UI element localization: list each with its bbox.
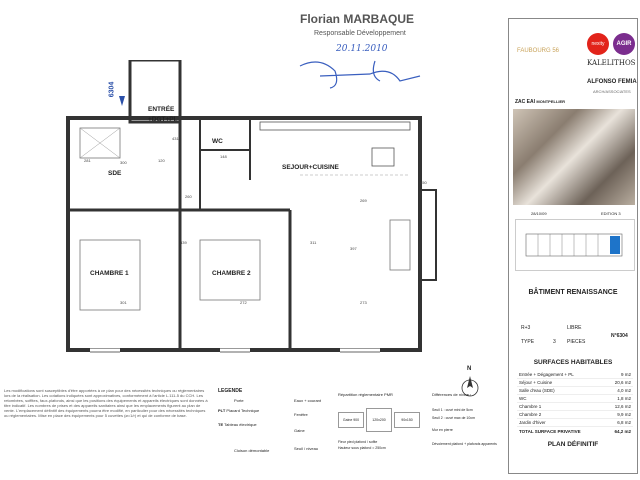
legend-label: Placard Technique <box>226 408 260 413</box>
surface-value: 20,6 m2 <box>614 380 631 385</box>
dimension-label: 339 <box>180 240 187 245</box>
levels-block <box>430 388 506 468</box>
zac-label <box>515 99 565 105</box>
surface-row <box>517 411 633 419</box>
pmr-sub2: Hauteur sous plafond = 250cm <box>338 446 386 450</box>
surface-label: WC <box>519 396 527 401</box>
legend-item <box>218 408 259 413</box>
architect-sub: ARCH/ASSOCIATES <box>593 89 631 94</box>
handwritten-date: 20.11.2010 <box>336 44 388 54</box>
legend-code: PLT <box>218 408 226 413</box>
surface-value: 1,8 m2 <box>617 396 631 401</box>
surface-row <box>517 371 633 379</box>
legend-title: LEGENDE <box>218 388 243 394</box>
levels-item: Dévoiement plafond + plafonds apparents <box>432 442 497 446</box>
status-cell: LIBRE <box>567 325 582 331</box>
agir-text: AGIR <box>616 41 632 47</box>
surface-value: 4,0 m2 <box>617 388 631 393</box>
type-label-cell: TYPE <box>521 339 535 345</box>
dimension-label: 272 <box>240 300 247 305</box>
legend-label: Gaine <box>294 428 305 433</box>
surface-row <box>517 419 633 427</box>
levels-item: Seuil 1 : cuvé mini de 5cm <box>432 408 473 412</box>
pmr-box: 120x200 <box>366 408 392 432</box>
legend-label: Cloison démontable <box>234 448 270 453</box>
surface-label: Entrée + Dégagement + PL <box>519 372 574 377</box>
developer-role: Responsable Développement <box>314 30 406 37</box>
room-label-wc: WC <box>212 138 223 145</box>
floor-plan-walls <box>60 60 450 360</box>
dimension-label: 260 <box>185 194 192 199</box>
legend-item <box>294 398 321 403</box>
room-label-sejour: SEJOUR+CUISINE <box>282 164 339 171</box>
room-label-sde: SDE <box>108 170 122 177</box>
legend-label: Porte <box>234 398 244 403</box>
pmr-block <box>336 388 426 468</box>
legend-item <box>294 446 318 451</box>
dimension-label: 269 <box>360 198 367 203</box>
dimension-label: 450 <box>420 180 427 185</box>
surface-total-row <box>517 427 633 436</box>
surface-label: Chambre 1 <box>519 404 542 409</box>
levels-item: Seuil 2 : cuvé max de 10cm <box>432 416 475 420</box>
unit-number-cell: N°6304 <box>611 333 628 339</box>
plan-status: PLAN DÉFINITIF <box>547 441 599 448</box>
building-key-plan <box>515 219 635 271</box>
surface-value: 6,8 m2 <box>617 420 631 425</box>
room-label-dgt-pl: +DGT+PL <box>148 116 178 123</box>
dimension-label: 301 <box>120 300 127 305</box>
room-label-chambre1: CHAMBRE 1 <box>90 270 129 277</box>
room-label-chambre2: CHAMBRE 2 <box>212 270 251 277</box>
faubourg-mark: FAUBOURG 56 <box>516 48 559 54</box>
unit-info-grid <box>517 323 633 351</box>
building-title: BÂTIMENT RENAISSANCE <box>528 289 618 296</box>
type-value-cell: 3 <box>553 339 556 345</box>
surfaces-title: SURFACES HABITABLES <box>533 359 613 366</box>
surface-label: Salle d'eau (SDE) <box>519 388 555 393</box>
legend-item <box>234 398 244 403</box>
floor-plan <box>60 60 450 360</box>
pmr-title: Répartition réglementaire PMR <box>338 392 393 397</box>
legend-item <box>294 428 305 433</box>
zac-name: ZAC EAI <box>515 99 535 105</box>
surface-total-value: 64,2 m2 <box>614 429 631 434</box>
building-rendering <box>513 109 635 205</box>
unit-tag-label: 6304 <box>108 81 116 98</box>
logo-nexity <box>587 33 609 55</box>
dimension-label: 431 <box>172 136 179 141</box>
disclaimer: Les modifications sont susceptibles d'être apportées à ce plan pour des nécessités techniques ou réglementaires lors de la réalisation. Les cotations indiquées sont approximatives, conformément à l'article L.111-5 du CCH. Les retombées, soffites, faux-plafonds, ainsi que les positions des équipements et appareils électriques sont données à titre indicatif. Les nombres de prises et des appareils sanitaires ainsi que les emplacements figurent au plan de vente. L'emplacement définitif des équipements pourra être modifié, en particulier pour des nécessités techniques ou réglementaires. Mise en place des équipements pour 5 cuvettes (ø=1/r) et qui de conforme de base. <box>4 388 208 418</box>
pmr-sub1: Fleur pied plafond / sofite <box>338 440 378 444</box>
nexity-text: nexity <box>591 41 605 47</box>
surface-value: 9 m2 <box>620 372 631 377</box>
surface-row <box>517 395 633 403</box>
surface-row <box>517 379 633 387</box>
architect-name: ALFONSO FEMIA <box>587 79 637 85</box>
levels-title: Différences de niveau <box>432 392 471 397</box>
surface-row <box>517 387 633 395</box>
surface-row <box>517 403 633 411</box>
logo-faubourg <box>515 43 561 73</box>
city-name: MONTPELLIER <box>536 99 566 104</box>
legend-label: Seuil / niveau <box>294 446 319 451</box>
title-block <box>508 18 638 474</box>
room-label-entree: ENTRÉE <box>148 106 175 113</box>
legend-label: Fenêtre <box>294 412 308 417</box>
surface-value: 12,6 m2 <box>614 404 631 409</box>
legend-item <box>218 422 257 427</box>
dimension-label: 148 <box>220 154 227 159</box>
legend-item <box>234 448 269 453</box>
date-label: 28/10/09 <box>531 211 547 216</box>
surface-total-label: TOTAL SURFACE PRIVATIVE <box>519 429 581 434</box>
surface-label: Séjour + Cuisine <box>519 380 553 385</box>
edition-label: EDITION 3 <box>601 211 621 216</box>
compass-label: N <box>467 366 472 372</box>
legend-item <box>294 412 308 417</box>
surface-label: Chambre 2 <box>519 412 542 417</box>
level-cell: R+3 <box>521 325 531 331</box>
key-plan-graphic <box>516 220 634 270</box>
legend-label: Tableau électrique <box>224 422 257 427</box>
pmr-box: Gaine 900 <box>338 412 364 428</box>
dimension-label: 311 <box>310 240 317 245</box>
legend <box>214 388 334 468</box>
logo-agir <box>613 33 635 55</box>
pieces-cell: PIECES <box>567 339 586 345</box>
dimension-label: 120 <box>158 158 165 163</box>
kalelithos-text: KALELITHOS <box>587 59 636 67</box>
dimension-label: 281 <box>84 158 91 163</box>
pmr-box: 90x150 <box>394 412 420 428</box>
surface-label: Jardin d'hiver <box>519 420 546 425</box>
surfaces-table <box>517 371 633 451</box>
legend-code: TE <box>218 422 224 427</box>
dimension-label: 273 <box>360 300 367 305</box>
developer-name: Florian MARBAQUE <box>300 12 414 26</box>
dimension-label: 397 <box>350 246 357 251</box>
legend-label: Eaux + courant <box>294 398 322 403</box>
dimension-label: 300 <box>120 160 127 165</box>
levels-item: Mur en pierre <box>432 428 453 432</box>
surface-value: 9,9 m2 <box>617 412 631 417</box>
